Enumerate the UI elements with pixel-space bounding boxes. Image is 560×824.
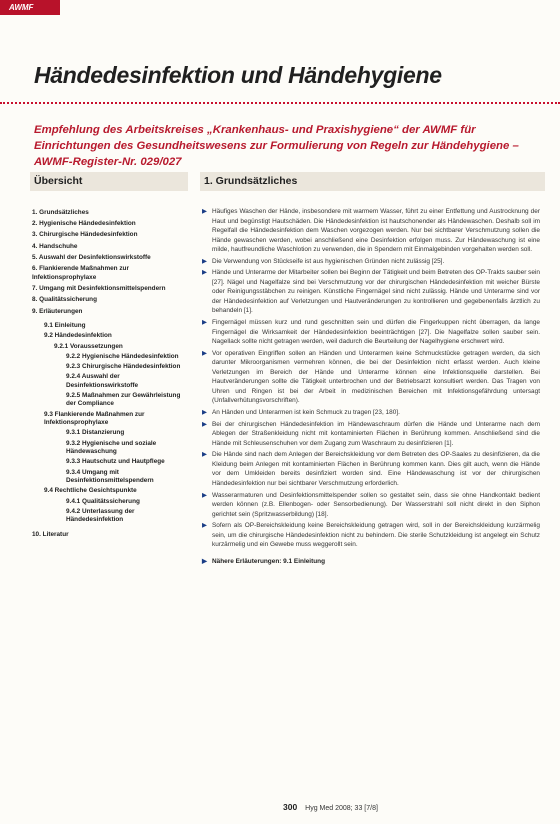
toc-item[interactable]: 9.2.5 Maßnahmen zur Gewährleistung der Compliance xyxy=(66,391,181,408)
toc-item[interactable]: 9.2.4 Auswahl der Desinfektionswirkstoffe xyxy=(66,373,139,389)
bullet-arrow-icon: ▶ xyxy=(202,319,207,327)
toc-item[interactable]: 9.4 Rechtliche Gesichtspunkte xyxy=(44,487,137,495)
body-paragraph xyxy=(202,450,540,488)
section-tag: AWMF xyxy=(0,0,60,15)
toc-item[interactable]: 9.3.2 Hygienische und soziale Händewaschung xyxy=(66,439,157,456)
body-paragraph xyxy=(202,349,540,406)
page-number: 300 xyxy=(283,802,298,812)
toc-item[interactable]: 9.4.2 Unterlassung der Händedesinfektion xyxy=(66,507,135,524)
toc-item[interactable]: 8. Qualitätssicherung xyxy=(32,296,97,304)
toc-item[interactable]: 2. Hygienische Händedesinfektion xyxy=(32,219,136,227)
section-heading-bar xyxy=(200,172,545,191)
section-heading: 1. Grundsätzliches xyxy=(204,175,298,187)
body-paragraph xyxy=(202,207,540,255)
article-title: Händedesinfektion und Händehygiene xyxy=(34,62,442,88)
toc-item[interactable]: 9.3 Flankierende Maßnahmen zur Infektionsprophylaxe xyxy=(44,410,145,427)
toc-item[interactable]: 9.2.1 Voraussetzungen xyxy=(54,342,123,350)
toc-item[interactable]: 9.4.1 Qualitätssicherung xyxy=(66,497,140,505)
toc-heading: Übersicht xyxy=(34,175,83,187)
bullet-arrow-icon: ▶ xyxy=(202,269,207,277)
toc-item[interactable]: 9. Erläuterungen xyxy=(32,307,83,315)
table-of-contents xyxy=(32,206,192,540)
bullet-arrow-icon: ▶ xyxy=(202,349,207,357)
paragraph-text: An Händen und Unterarmen ist kein Schmuck zu tragen [23, 180]. xyxy=(212,408,400,416)
toc-item[interactable]: 9.2.2 Hygienische Händedesinfektion xyxy=(66,352,179,360)
toc-item[interactable]: 9.2.3 Chirurgische Händedesinfektion xyxy=(66,362,181,370)
paragraph-text: Wasserarmaturen und Desinfektionsmittelspender sollen so gestaltet sein, dass sie ohne Handkontakt bedient werden können (z.B. Ellenbogen- oder Sensorbedienung). Der Wasserstrahl soll nicht direkt in den Siphon gerichtet sein (Spritzwasserbildung) [18]. xyxy=(212,491,540,518)
toc-item[interactable]: 7. Umgang mit Desinfektionsmittelspendern xyxy=(32,284,166,292)
bullet-arrow-icon: ▶ xyxy=(202,408,207,416)
bullet-arrow-icon: ▶ xyxy=(202,208,207,215)
body-paragraph xyxy=(202,420,540,449)
bullet-arrow-icon: ▶ xyxy=(202,420,207,428)
bullet-arrow-icon: ▶ xyxy=(202,557,207,565)
toc-item[interactable]: 5. Auswahl der Desinfektionswirkstoffe xyxy=(32,253,151,261)
toc-item[interactable]: 9.3.3 Hautschutz und Hautpflege xyxy=(66,458,165,466)
toc-item[interactable]: 1. Grundsätzliches xyxy=(32,208,89,216)
paragraph-text: Vor operativen Eingriffen sollen an Händen und Unterarmen keine Schmuckstücke getragen werden, da sich darunter Mikroorganismen vermehren können, die bei der Desinfektion nicht erfasst werden. Auch kleine Verletzungen im Bereich der Hände und Unterarme können eine Infektionsquelle darstellen. Bei Hautveränderungen sollte die Tätigkeit unterbrochen und der Betriebsarzt konsultiert werden. Das Tragen von Uhren und Ringen ist bei der Arbeit in medizinischen Bereichen mit Infektionsgefährdung untersagt (Unfallverhütungsvorschriften). xyxy=(212,349,540,405)
body-paragraph xyxy=(202,521,540,550)
body-paragraph xyxy=(202,318,540,347)
toc-item[interactable]: 9.3.1 Distanzierung xyxy=(66,429,125,437)
toc-item[interactable]: 6. Flankierende Maßnahmen zur Infektionsprophylaxe xyxy=(32,265,129,281)
bullet-arrow-icon: ▶ xyxy=(202,522,207,530)
toc-item[interactable]: 9.3.4 Umgang mit Desinfektionsmittelspendern xyxy=(66,468,154,485)
bullet-arrow-icon: ▶ xyxy=(202,451,207,459)
toc-item[interactable]: 3. Chirurgische Händedesinfektion xyxy=(32,231,138,239)
page-footer xyxy=(283,802,378,812)
paragraph-text: Die Hände sind nach dem Anlegen der Bereichskleidung vor dem Betreten des OP-Saales zu desinfizieren, da die Kleidung beim Anlegen mit kontaminierten Flächen in Berührung kommen kann. Dies gilt auch, wenn die Hände vor dem Umkleiden bereits desinfiziert worden sind. Eine Händewaschung ist vor der chirurgischen Händedesinfektion nur bei sichtbarer Verschmutzung erforderlich. xyxy=(212,451,540,487)
body-paragraph xyxy=(202,408,540,418)
body-paragraph xyxy=(202,268,540,316)
more-info-text: Nähere Erläuterungen: 9.1 Einleitung xyxy=(212,557,326,565)
paragraph-text: Sofern als OP-Bereichskleidung keine Bereichskleidung getragen wird, soll in der Bereichskleidung kurzärmelig sein, um die chirurgische Händedesinfektion nicht zu behindern. Die sterile Schutzkleidung ist angelegt ein Schutz kurzärmelig und ein Gewebe muss weggerollt sein. xyxy=(212,522,540,549)
section-body xyxy=(202,207,540,568)
bullet-arrow-icon: ▶ xyxy=(202,257,207,265)
paragraph-text: Die Verwendung von Stückseife ist aus hygienischen Gründen nicht zulässig [25]. xyxy=(212,257,445,265)
divider xyxy=(0,102,560,104)
more-info-link[interactable] xyxy=(202,557,540,567)
toc-item[interactable]: 9.2 Händedesinfektion xyxy=(44,332,112,340)
paragraph-text: Fingernägel müssen kurz und rund geschnitten sein und dürfen die Fingerkuppen nicht überragen, da lange Fingernägel die Wirksamkeit der Händedesinfektion beeinträchtigen [27]. Die Nagelfalze sollen sauber sein. Nagellack sollte nicht getragen werden, weil dadurch die Beurteilung der Nagelhygiene erschwert wird. xyxy=(212,319,540,346)
paragraph-text: Hände und Unterarme der Mitarbeiter sollen bei Beginn der Tätigkeit und beim Betreten des OP-Trakts sauber sein [27]. Nägel und Nagelfalze sind bei Verschmutzung vor der chirurgischen Händedesinfektion mit weicher Bürste oder Reinigungsstäbchen zu reinigen. Künstliche Fingernägel sind nicht zulässig. Hände und Unterarme sind vor der Händedesinfektion auf Verletzungen und Hautveränderungen zu kontrollieren und gegebenenfalls ärztlich zu behandeln [1]. xyxy=(212,269,540,315)
bullet-arrow-icon: ▶ xyxy=(202,491,207,499)
toc-item[interactable]: 10. Literatur xyxy=(32,530,69,538)
body-paragraph xyxy=(202,257,540,267)
toc-item[interactable]: 4. Handschuhe xyxy=(32,242,78,250)
paragraph-text: Häufiges Waschen der Hände, insbesondere mit warmem Wasser, führt zu einer Entfettung und Austrocknung der Haut und begünstigt Hautschäden. Die Händedesinfektion ist hautschonender als Händewaschen. Deshalb soll im Regelfall die Händedesinfektion dem Waschen vorgezogen werden. Nur bei sichtbarer Verschmutzung sollen die Hände gewaschen werden, wobei anschließend eine Desinfektion erfolgen muss. Zur Händewaschung ist eine milde, hautfreundliche Waschlotion zu verwenden, die in Spendern mit Einmalgebinden vorgehalten werden soll. xyxy=(212,208,540,253)
toc-item[interactable]: 9.1 Einleitung xyxy=(44,322,86,330)
paragraph-text: Bei der chirurgischen Händedesinfektion im Händewaschraum dürfen die Hände und Unterarme nach dem Ablegen der Straßenkleidung nicht mit kontaminierten Flächen in Berührung kommen. Anschließend sind die Hände mit Schleusenschuhen vor dem Zugang zum Waschraum zu desinfizieren [1]. xyxy=(212,420,540,447)
toc-heading-bar xyxy=(30,172,188,191)
journal-citation: Hyg Med 2008; 33 [7/8] xyxy=(305,805,378,812)
article-subtitle: Empfehlung des Arbeitskreises „Krankenhaus- und Praxishygiene“ der AWMF für Einrichtungen des Gesundheitswesens zur Formulierung von Regeln zur Händehygiene – AWMF-Register-Nr. 029/027 xyxy=(34,124,519,168)
body-paragraph xyxy=(202,491,540,520)
